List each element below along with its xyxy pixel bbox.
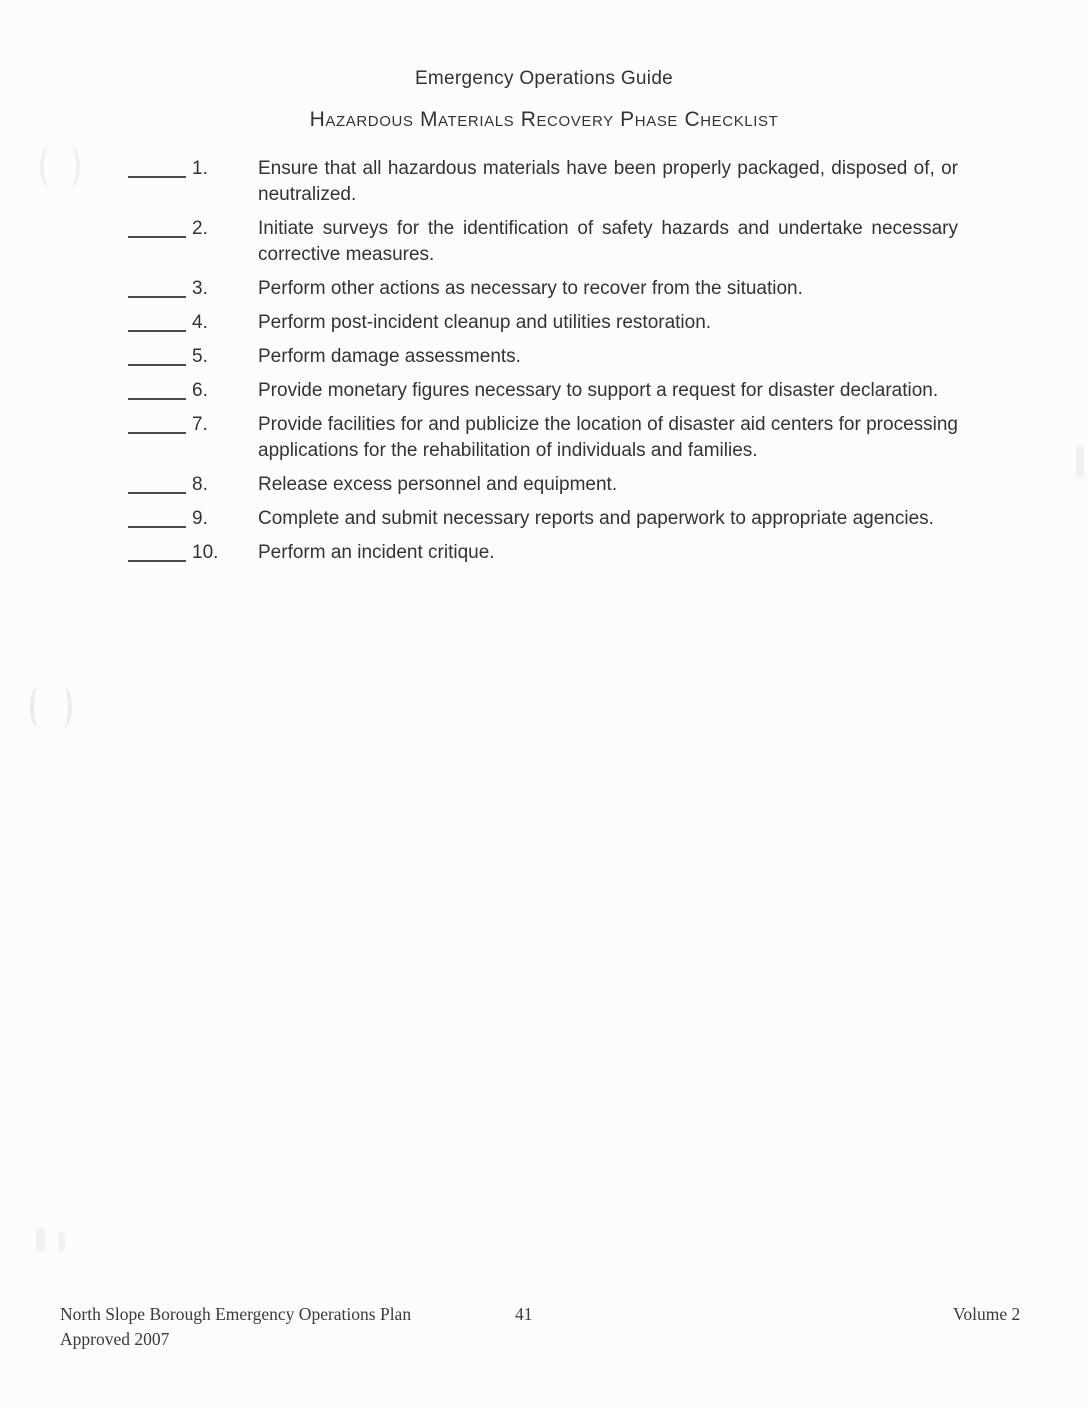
page-title: Emergency Operations Guide bbox=[414, 68, 674, 89]
scan-artifact-paren-left-top bbox=[40, 146, 58, 188]
checklist-item-gutter bbox=[128, 344, 258, 370]
item-text: Release excess personnel and equipment. bbox=[258, 474, 618, 495]
checklist-item bbox=[128, 506, 960, 532]
checklist-title: Hazardous Materials Recovery Phase Checklist bbox=[309, 108, 779, 131]
checklist-item-gutter bbox=[128, 540, 258, 566]
item-number: 1. bbox=[192, 158, 208, 179]
footer-plan-info bbox=[60, 1302, 411, 1352]
checklist-item-gutter bbox=[128, 216, 258, 242]
checkoff-blank-line bbox=[128, 216, 186, 238]
checkoff-blank-line bbox=[128, 540, 186, 562]
checkoff-blank-line bbox=[128, 156, 186, 178]
footer-volume: Volume 2 bbox=[953, 1304, 1021, 1324]
item-text: Provide monetary figures necessary to support a request for disaster declaration. bbox=[258, 380, 939, 401]
checkoff-blank-line bbox=[128, 344, 186, 366]
checklist-item bbox=[128, 344, 960, 370]
checklist-item bbox=[128, 472, 960, 498]
checklist-item-gutter bbox=[128, 156, 258, 182]
scan-artifact-smudge-bottom-left-1 bbox=[36, 1228, 45, 1252]
checkoff-blank-line bbox=[128, 472, 186, 494]
checklist-item bbox=[128, 276, 960, 302]
checkoff-blank-line bbox=[128, 310, 186, 332]
checkoff-blank-line bbox=[128, 412, 186, 434]
item-number: 10. bbox=[192, 542, 219, 563]
item-number: 6. bbox=[192, 380, 208, 401]
checkoff-blank-line bbox=[128, 506, 186, 528]
item-text: Perform damage assessments. bbox=[258, 346, 521, 367]
footer-approved: Approved 2007 bbox=[60, 1329, 170, 1349]
item-number: 4. bbox=[192, 312, 208, 333]
scan-artifact-smudge-bottom-left-2 bbox=[58, 1232, 65, 1252]
item-number: 3. bbox=[192, 278, 208, 299]
item-number: 2. bbox=[192, 218, 208, 239]
checklist bbox=[128, 156, 960, 574]
checkoff-blank-line bbox=[128, 276, 186, 298]
checklist-item bbox=[128, 310, 960, 336]
scan-artifact-paren-left-mid bbox=[30, 686, 48, 728]
item-text: Perform post-incident cleanup and utilities restoration. bbox=[258, 312, 712, 333]
item-text: Provide facilities for and publicize the location of disaster aid centers for processing applications for the rehabilitation of individuals and families. bbox=[258, 414, 958, 461]
checklist-item-gutter bbox=[128, 378, 258, 404]
item-number: 8. bbox=[192, 474, 208, 495]
checklist-item-gutter bbox=[128, 412, 258, 438]
checklist-item bbox=[128, 156, 960, 208]
item-number: 5. bbox=[192, 346, 208, 367]
item-text: Ensure that all hazardous materials have been properly packaged, disposed of, or neutralized. bbox=[258, 158, 958, 205]
checklist-item bbox=[128, 412, 960, 464]
checklist-item bbox=[128, 540, 960, 566]
item-number: 9. bbox=[192, 508, 208, 529]
checklist-item-gutter bbox=[128, 276, 258, 302]
checklist-item-gutter bbox=[128, 310, 258, 336]
item-text: Perform an incident critique. bbox=[258, 542, 495, 563]
checklist-item bbox=[128, 216, 960, 268]
checklist-item bbox=[128, 378, 960, 404]
item-number: 7. bbox=[192, 414, 208, 435]
checklist-item-gutter bbox=[128, 506, 258, 532]
scan-artifact-paren-right-mid bbox=[54, 686, 72, 728]
footer-page-number: 41 bbox=[515, 1304, 533, 1324]
item-text: Perform other actions as necessary to recover from the situation. bbox=[258, 278, 803, 299]
scan-artifact-smudge-right-edge bbox=[1076, 445, 1084, 479]
item-text: Complete and submit necessary reports and paperwork to appropriate agencies. bbox=[258, 508, 934, 529]
checkoff-blank-line bbox=[128, 378, 186, 400]
checklist-item-gutter bbox=[128, 472, 258, 498]
footer-plan-name: North Slope Borough Emergency Operations Plan bbox=[60, 1304, 412, 1324]
scan-artifact-paren-right-top bbox=[62, 146, 80, 188]
item-text: Initiate surveys for the identification of safety hazards and undertake necessary corrective measures. bbox=[258, 218, 958, 265]
